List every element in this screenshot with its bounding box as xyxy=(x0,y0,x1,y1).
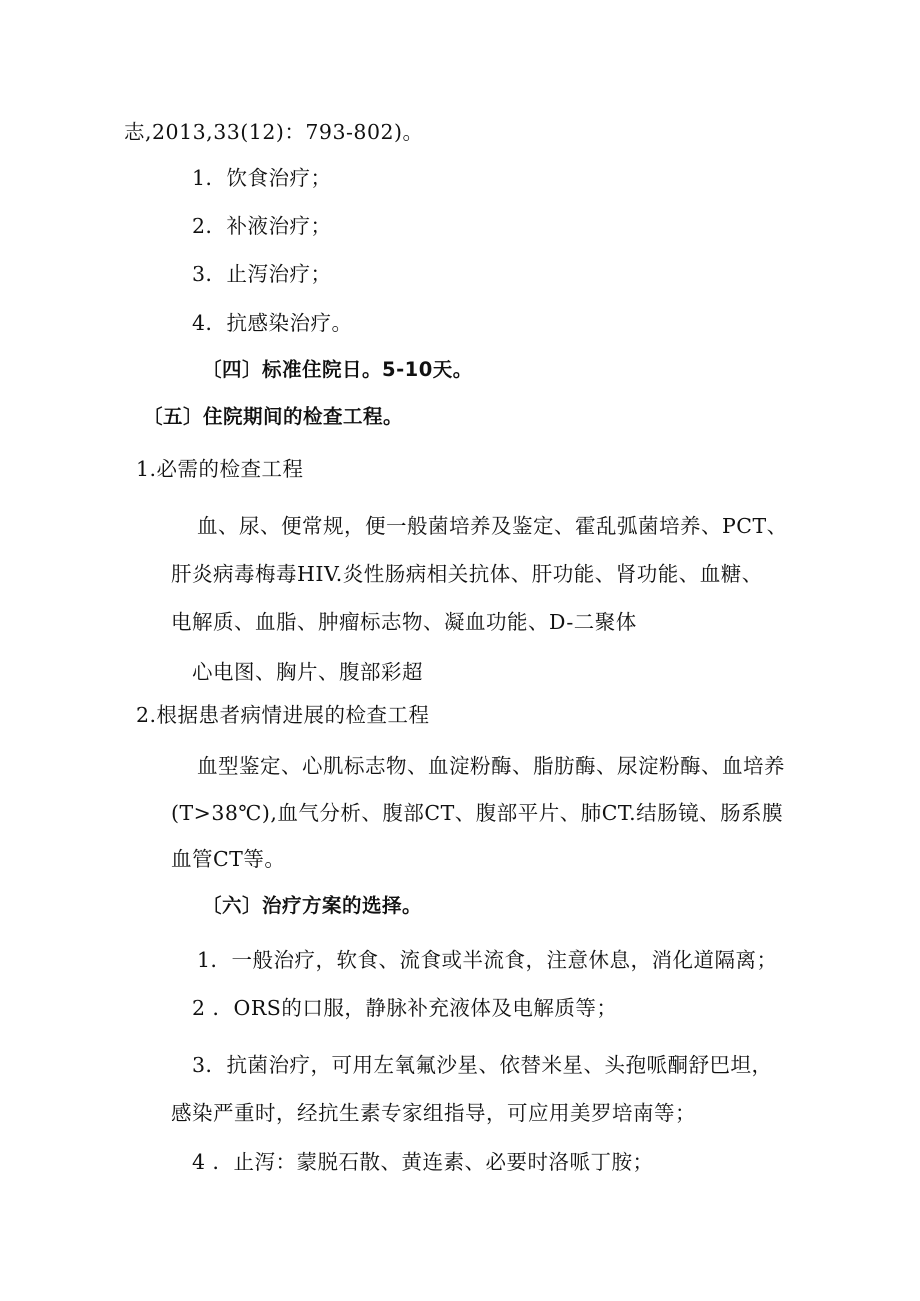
plan-item-3-line-1: 3．抗菌治疗，可用左氧氟沙星、依替米星、头孢哌酮舒巴坦， xyxy=(192,1053,773,1077)
plan-item-2: 2 ．ORS的口服，静脉补充液体及电解质等； xyxy=(192,996,618,1020)
treatment-item-2: 2．补液治疗； xyxy=(192,214,332,238)
section-heading-5: 〔五〕住院期间的检查工程。 xyxy=(143,405,404,428)
required-exams-line-3: 电解质、血脂、肿瘤标志物、凝血功能、D-二聚体 xyxy=(171,610,637,634)
required-exams-line-1: 血、尿、便常规，便一般菌培养及鉴定、霍乱弧菌培养、PCT、 xyxy=(197,514,788,538)
conditional-exams-line-2: (T>38℃),血气分析、腹部CT、腹部平片、肺CT.结肠镜、肠系膜 xyxy=(171,801,784,825)
required-exams-line-4: 心电图、胸片、腹部彩超 xyxy=(192,660,423,684)
conditional-exams-line-1: 血型鉴定、心肌标志物、血淀粉酶、脂肪酶、尿淀粉酶、血培养 xyxy=(197,754,785,778)
plan-item-3-line-2: 感染严重时，经抗生素专家组指导，可应用美罗培南等； xyxy=(171,1101,696,1125)
conditional-exams-line-3: 血管CT等。 xyxy=(171,847,286,871)
section-heading-4: 〔四〕标准住院日。5-10天。 xyxy=(202,358,473,381)
plan-item-1: 1．一般治疗，软食、流食或半流食，注意休息，消化道隔离； xyxy=(197,948,778,972)
required-exams-line-2: 肝炎病毒梅毒HIV.炎性肠病相关抗体、肝功能、肾功能、血糖、 xyxy=(171,562,763,586)
treatment-item-3: 3．止泻治疗； xyxy=(192,262,332,286)
treatment-item-4: 4．抗感染治疗。 xyxy=(192,311,353,335)
section-heading-6: 〔六〕治疗方案的选择。 xyxy=(202,894,423,917)
subsection-required-exams: 1.必需的检查工程 xyxy=(136,457,304,481)
subsection-conditional-exams: 2.根据患者病情进展的检查工程 xyxy=(136,703,430,727)
treatment-item-1: 1．饮食治疗； xyxy=(192,166,332,190)
reference-tail: 志,2013,33(12)：793-802)。 xyxy=(124,120,424,144)
plan-item-4: 4 ．止泻：蒙脱石散、黄连素、必要时洛哌丁胺； xyxy=(192,1150,654,1174)
